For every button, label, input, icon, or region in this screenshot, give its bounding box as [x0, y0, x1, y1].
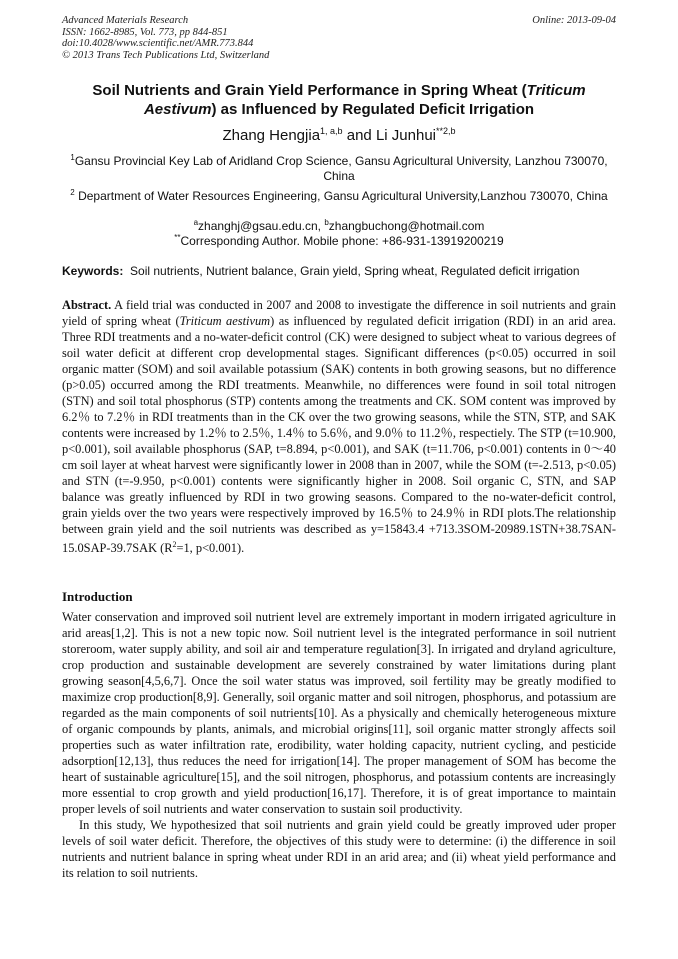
keywords: [62, 264, 616, 279]
title-part1: Soil Nutrients and Grain Yield Performance in Spring Wheat (: [92, 82, 527, 99]
abstract: [62, 297, 616, 556]
introduction-heading: Introduction: [62, 589, 133, 604]
email-a-mark: a: [193, 218, 199, 227]
abstract-species: Triticum aestivum: [179, 314, 271, 328]
affiliation-1-text: Gansu Provincial Key Lab of Aridland Crop Science, Gansu Agricultural University, Lanzhou 730070, China: [74, 154, 608, 183]
affiliation-1: [62, 150, 616, 184]
keywords-text: Soil nutrients, Nutrient balance, Grain yield, Spring wheat, Regulated deficit irrigation: [130, 264, 580, 278]
author-line: [62, 122, 616, 145]
doi-line: doi:10.4028/www.scientific.net/AMR.773.844: [62, 38, 254, 49]
paper-title: [62, 81, 616, 119]
introduction-paragraph-2: In this study, We hypothesized that soil nutrients and grain yield could be greatly improved uder proper levels of soil water deficit. Therefore, the objectives of this study were to determine: (i) the difference in soil nutrients and nutrient balance in spring wheat under RDI in an arid area; and (ii) wheat yield performance and its relation to soil nutrients.: [62, 818, 616, 880]
email-b-mark: b: [324, 218, 329, 227]
abstract-text-1: A field trial was conducted in 2007 and 2008 to investigate the difference in soil nutrients and grain yield of spring wheat (: [62, 298, 616, 328]
corresponding-mark: **: [174, 233, 181, 242]
author-1: Zhang Hengjia: [222, 127, 321, 144]
online-date: Online: 2013-09-04: [532, 15, 616, 26]
email-b: zhangbuchong@hotmail.com: [328, 219, 485, 233]
title-species: Triticum Aestivum: [143, 82, 586, 118]
copyright-line: © 2013 Trans Tech Publications Ltd, Switzerland: [62, 49, 270, 61]
corresponding-author: [62, 230, 616, 249]
author-2-affil: **2,b: [436, 126, 456, 136]
title-part2: ) as Influenced by Regulated Deficit Irrigation: [211, 101, 535, 118]
email-a: zhanghj@gsau.edu.cn,: [198, 219, 325, 233]
affiliation-2: [62, 185, 616, 204]
introduction-paragraph-1: Water conservation and improved soil nutrient level are extremely important in modern irrigated agriculture in arid areas[1,2]. This is not a new topic now. Soil nutrient level is the integrated performance in soil nutrient storeroom, water supply ability, and soil air and temperature regulation[3]. In irrigated and dryland agriculture, crop production and sustainable development are severely constrained by water limitations during plant growing season[4,5,6,7]. Once the soil water status was improved, soil fertility may be greatly modified to maximize crop production[8,9]. Generally, soil organic matter and soil nitrogen, phosphorus, and potassium are regarded as the main components of soil nutrients[10]. As a physically and chemically heterogeneous mixture of organic compounds by plants, animals, and microbial origins[11], soil organic matter strongly affects soil properties such as water infiltration rate, erodibility, water holding capacity, nutrient cycling, and pesticide adsorption[12,13], thus reduces the need for irrigation[14]. The proper management of SOM has become the heart of sustainable agriculture[15], and the soil nitrogen, phosphorus, and potassium contents are increasingly more essential to crop growth and yield production[16,17]. Therefore, it is of great importance to maintain proper levels of soil nutrients and water conservation to sustain soil productivity.: [62, 610, 616, 816]
issn-line: ISSN: 1662-8985, Vol. 773, pp 844-851: [62, 26, 228, 38]
abstract-paragraph: [62, 297, 616, 556]
abstract-r-squared: 2: [172, 540, 177, 549]
author-2: Li Junhui: [375, 127, 436, 144]
author-1-affil: 1, a,b: [320, 126, 343, 136]
abstract-text-2: ) as influenced by regulated deficit irrigation (RDI) in an arid area. Three RDI treatments and a no-water-deficit control (CK) were designed to subject wheat to various degrees of soil water deficit at different crop developmental stages. Significant differences (p<0.05) occurred in soil organic matter (SOM) and soil available potassium (SAK) contents in both growing seasons, but no difference (p>0.05) occurred among the RDI treatments. Meanwhile, no differences were found in soil total nitrogen (STN) and soil total phosphorus (STP) contents among the treatments and CK. SOM content was improved by 6.2％ to 7.2％ in RDI treatments than in the CK over the two growing seasons, while the STN, STP, and SAK contents were increased by 1.2％ to 2.5％, 1.4％ to 5.6％, and 9.0％ to 11.2％, respectiely. The STP (t=10.900, p<0.001), soil available phosphorus (SAP, t=8.894, p<0.001), and SAK (t=11.706, p<0.001) contents in 0～40 cm soil layer at wheat harvest were significantly lower in 2008 than in 2007, while the SOM (t=-2.513, p<0.05) and STN (t=-9.950, p<0.001) contents were significantly higher in 2008. Soil organic C, STN, and SAP balance was greatly influenced by RDI in two growing seasons. Compared to the no-water-deficit control, grain yields over the two years were respectively improved by 16.5％ to 24.9％ in RDI plots.The relationship between grain yield and the soil nutrients was described as y=15843.4 +713.3SOM-20989.1STN+38.7SAN-15.0SAP-39.7SAK (R: [62, 314, 616, 556]
affiliation-2-number: 2: [70, 188, 75, 197]
introduction-body: [62, 609, 616, 881]
affiliation-1-number: 1: [70, 153, 75, 162]
keywords-label: Keywords:: [62, 264, 124, 278]
corresponding-text: Corresponding Author. Mobile phone: +86-931-13919200219: [180, 234, 504, 248]
abstract-label: Abstract.: [62, 298, 112, 312]
author-and: and: [342, 127, 376, 144]
abstract-text-3: =1, p<0.001).: [176, 541, 245, 556]
journal-name: Advanced Materials Research: [62, 15, 189, 26]
affiliation-2-text: Department of Water Resources Engineering, Gansu Agricultural University,Lanzhou 730070, China: [78, 189, 608, 203]
journal-header: [62, 15, 616, 61]
